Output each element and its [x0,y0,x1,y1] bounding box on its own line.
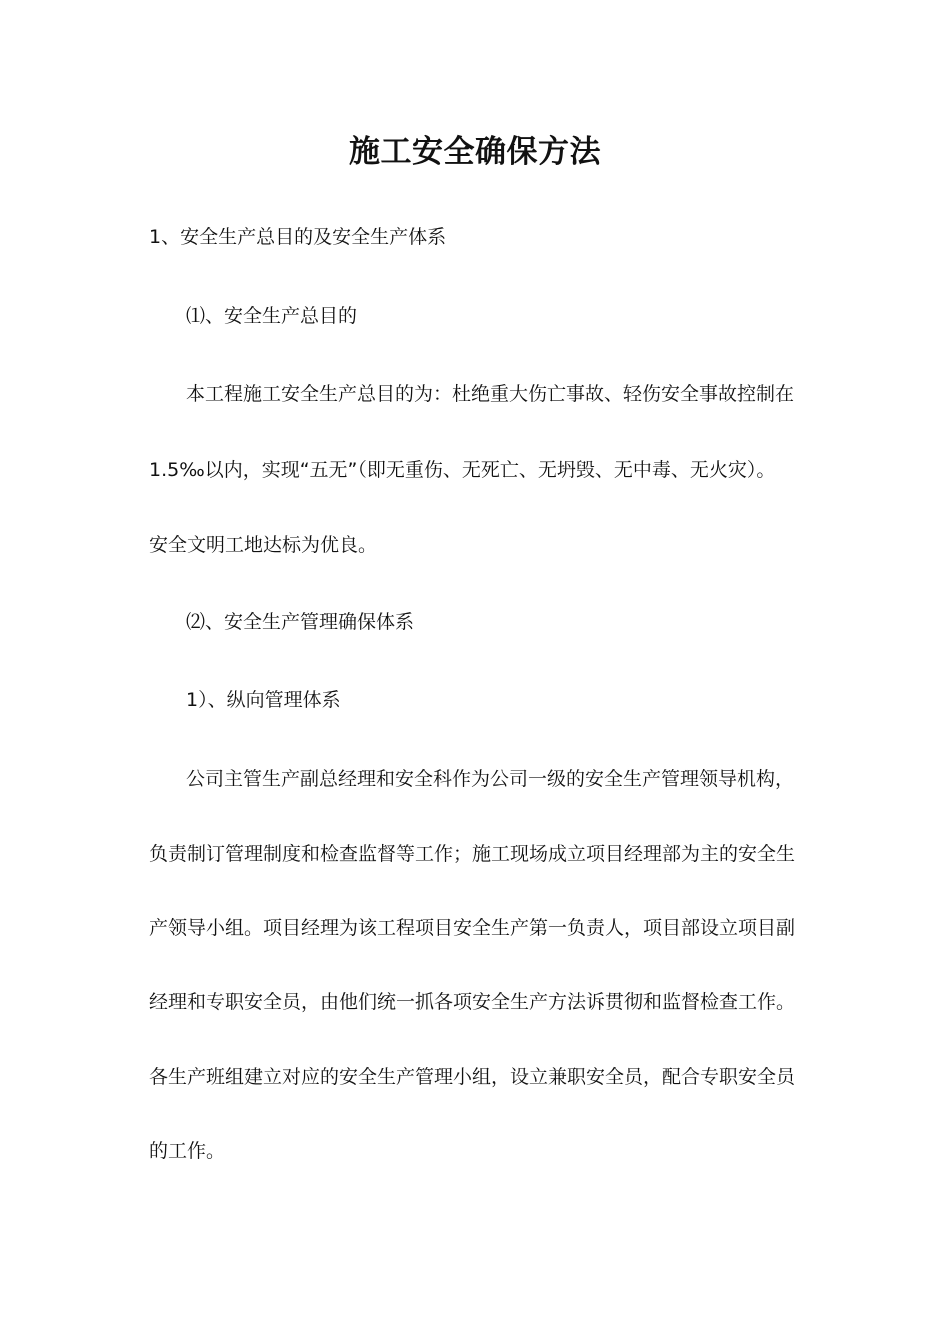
paragraph-line: 1.5‰以内，实现“五无”（即无重伤、无死亡、无坍毁、无中毒、无火灾）。 [149,459,776,481]
list-heading: 1）、纵向管理体系 [186,689,341,711]
paragraph-line: 安全文明工地达标为优良。 [149,534,378,556]
paragraph-line: 负责制订管理制度和检查监督等工作；施工现场成立项目经理部为主的安全生 [149,843,796,865]
paragraph-line: 经理和专职安全员，由他们统一抓各项安全生产方法诉贯彻和监督检查工作。 [149,991,796,1013]
section-heading: 1、安全生产总目的及安全生产体系 [149,226,447,248]
paragraph-line: 各生产班组建立对应的安全生产管理小组，设立兼职安全员，配合专职安全员 [149,1066,796,1088]
paragraph-line: 公司主管生产副总经理和安全科作为公司一级的安全生产管理领导机构， [186,768,795,790]
paragraph-line: 产领导小组。项目经理为该工程项目安全生产第一负责人，项目部设立项目副 [149,917,796,939]
document-title: 施工安全确保方法 [349,134,601,170]
subsection-heading: ⑵、安全生产管理确保体系 [186,611,415,633]
paragraph-line: 的工作。 [149,1140,226,1162]
paragraph-line: 本工程施工安全生产总目的为：杜绝重大伤亡事故、轻伤安全事故控制在 [186,383,795,405]
subsection-heading: ⑴、安全生产总目的 [186,305,358,327]
